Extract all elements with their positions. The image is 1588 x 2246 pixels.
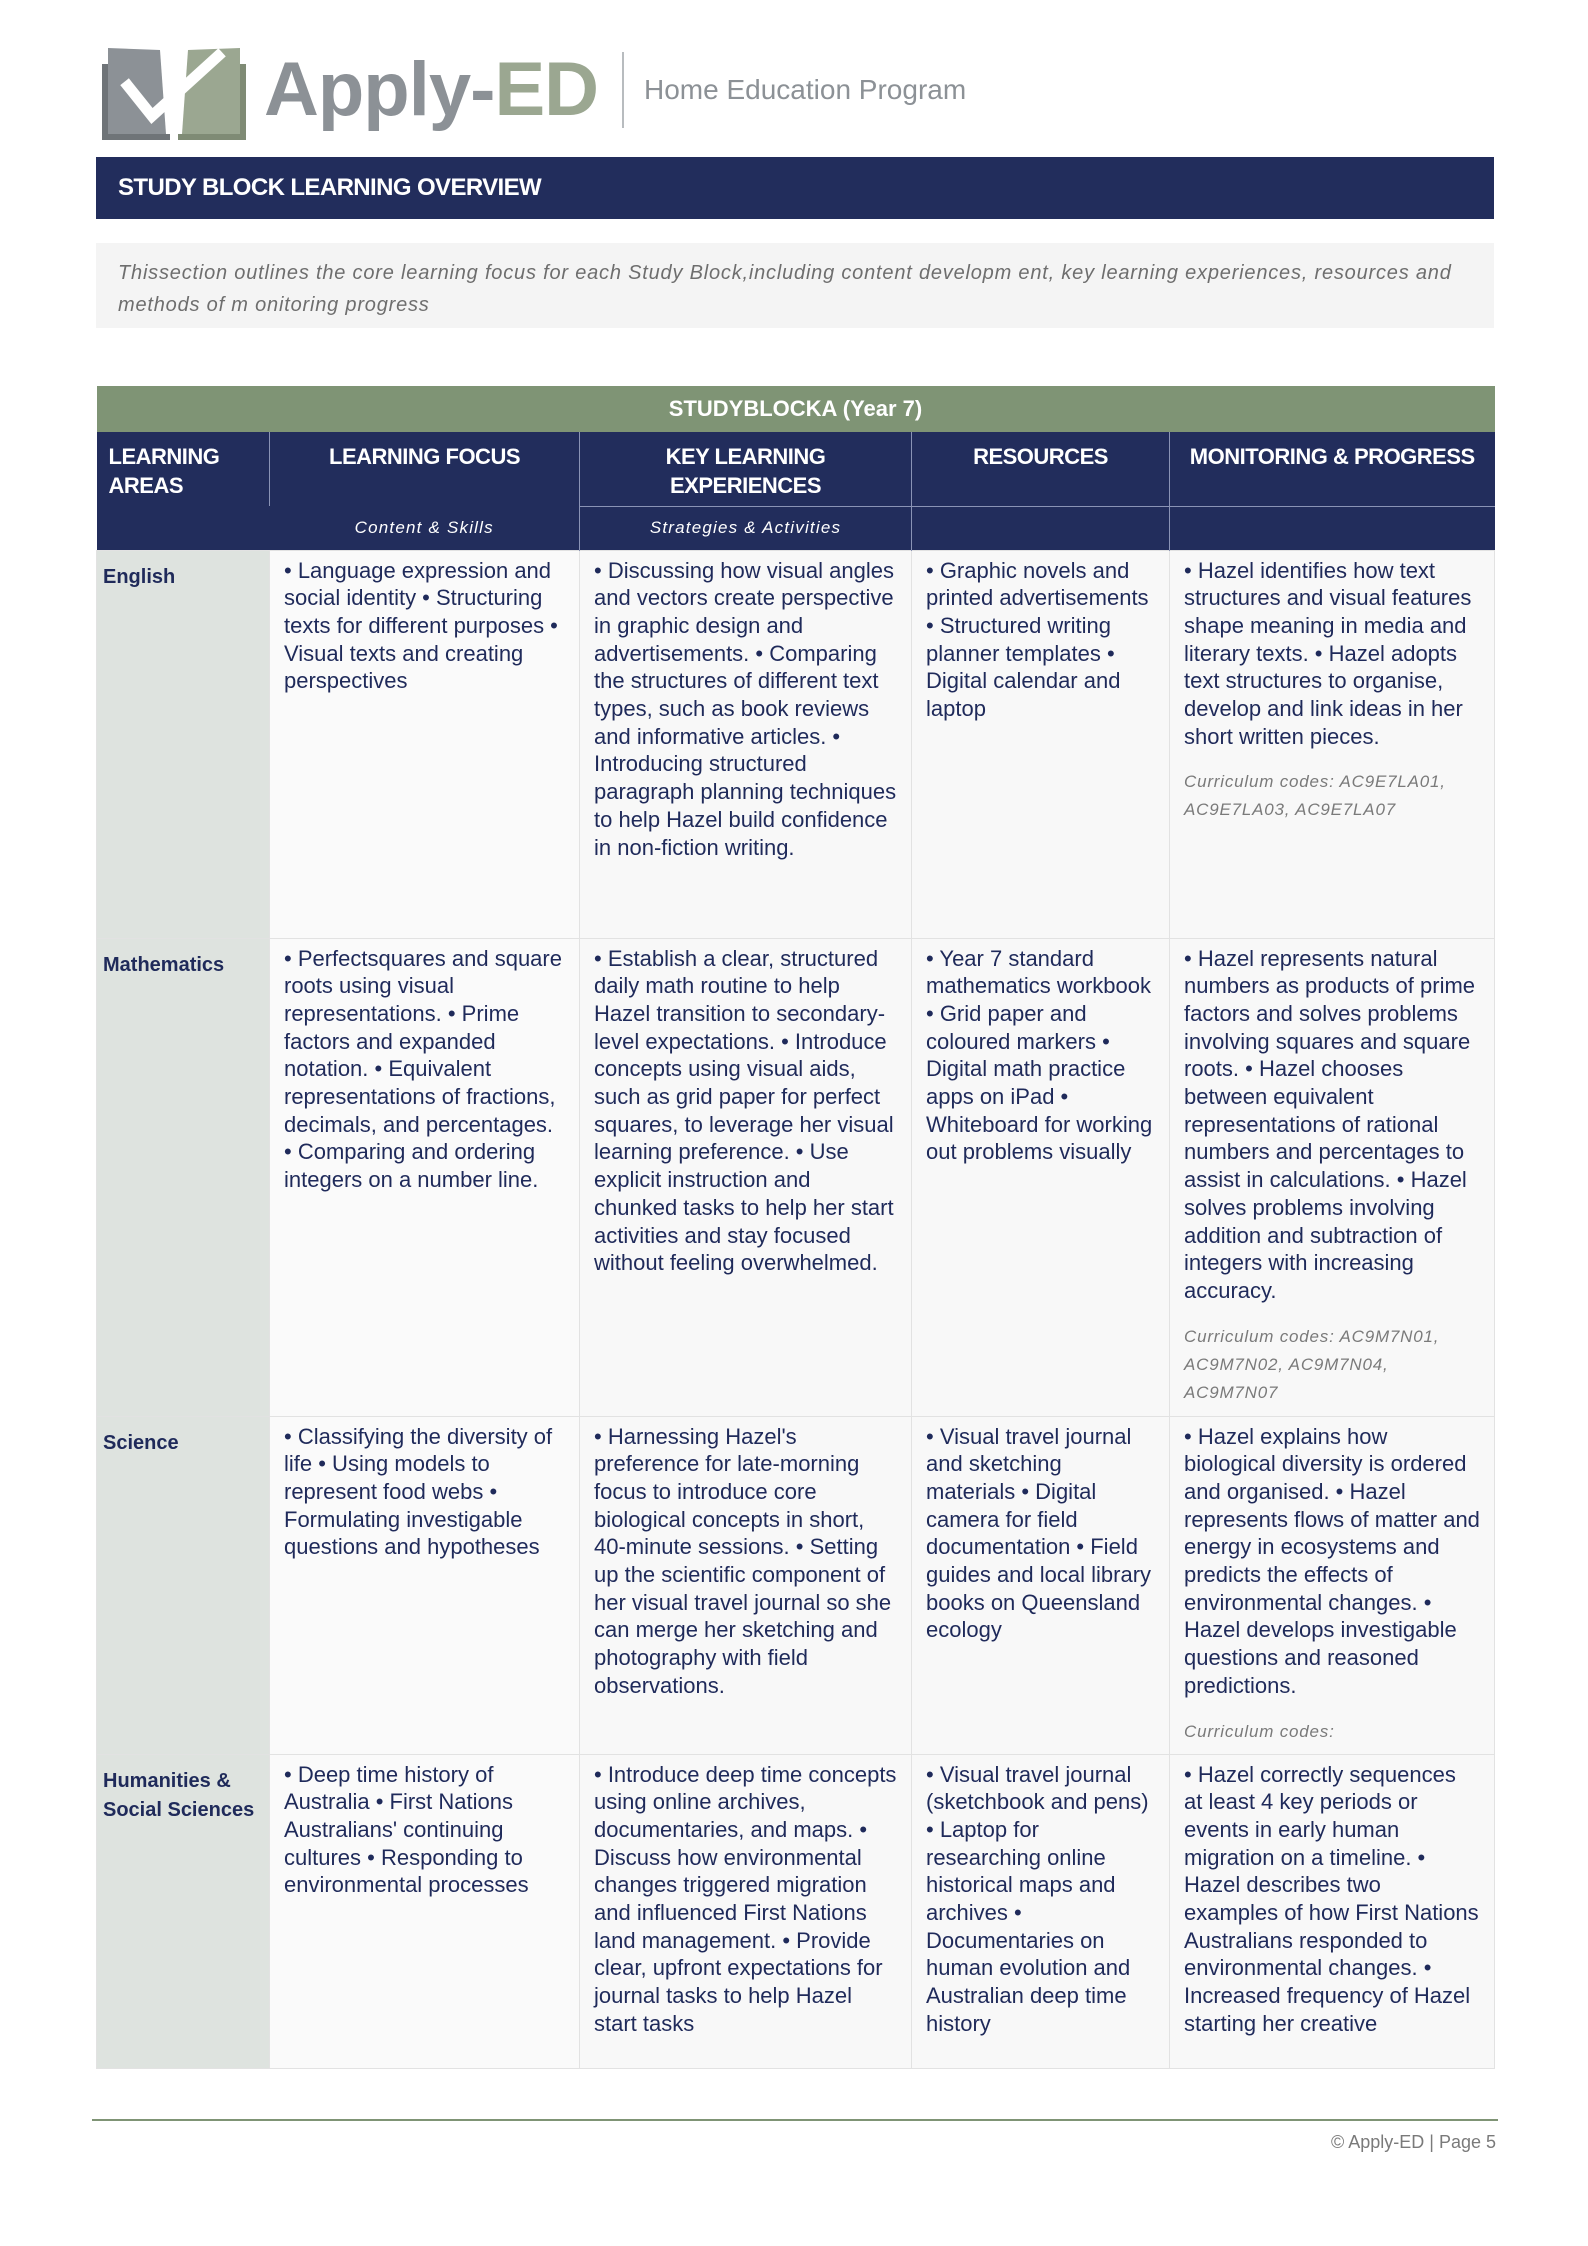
block-title: STUDYBLOCKA (Year 7) xyxy=(97,386,1495,432)
section-title: STUDY BLOCK LEARNING OVERVIEW xyxy=(96,157,1494,219)
curriculum-codes: Curriculum codes: AC9M7N01, AC9M7N02, AC9M7N04, AC9M7N07 xyxy=(1184,1326,1440,1402)
footer-divider xyxy=(92,2119,1498,2121)
subheader-strategies-activities: Strategies & Activities xyxy=(580,506,912,550)
monitoring-text: • Hazel explains how biological diversity is ordered and organised. • Hazel represents flows of matter and energy in ecosystems and predicts the effects of environmental changes. • Hazel develops investigable questions and reasoned predictions. xyxy=(1184,1423,1480,1698)
brand-name xyxy=(264,47,599,132)
subheader-resources xyxy=(912,506,1170,550)
monitoring-text: • Hazel identifies how text structures and visual features shape meaning in media and literary texts. • Hazel adopts text structures to organise, develop and link ideas in her short written pieces. xyxy=(1184,557,1472,749)
brand-divider xyxy=(622,52,624,128)
key-experiences-cell: • Establish a clear, structured daily math routine to help Hazel transition to secondary-level expectations. • Introduce concepts using visual aids, such as grid paper for perfect squares, to leverage her visual learning preference. • Use explicit instruction and chunked tasks to help her start activities and stay focused without feeling overwhelmed. xyxy=(580,938,912,1416)
header-learning-focus: LEARNING FOCUS xyxy=(270,432,580,506)
key-experiences-cell: • Introduce deep time concepts using online archives, documentaries, and maps. • Discuss how environmental changes triggered migration and influenced First Nations land management. • Provide clear, upfront expectations for journal tasks to help Hazel start tasks xyxy=(580,1754,912,2068)
header-key-learning-experiences: KEY LEARNING EXPERIENCES xyxy=(580,432,912,506)
brand-apply: Apply- xyxy=(264,47,495,132)
table-row-mathematics xyxy=(97,938,1495,1416)
key-experiences-cell: • Harnessing Hazel's preference for late-morning focus to introduce core biological concepts in short, 40-minute sessions. • Setting up the scientific component of her visual travel journal so she can merge her sketching and photography with field observations. xyxy=(580,1416,912,1754)
monitoring-cell xyxy=(1170,550,1495,938)
footer-page-info: © Apply-ED | Page 5 xyxy=(1330,2132,1496,2152)
key-experiences-cell: • Discussing how visual angles and vectors create perspective in graphic design and advertisements. • Comparing the structures of different text types, such as book reviews and informative articles. • Introducing structured paragraph planning techniques to help Hazel build confidence in non-fiction writing. xyxy=(580,550,912,938)
monitoring-cell xyxy=(1170,938,1495,1416)
monitoring-cell xyxy=(1170,1754,1495,2068)
resources-cell: • Graphic novels and printed advertisements • Structured writing planner templates • Digital calendar and laptop xyxy=(912,550,1170,938)
monitoring-text: • Hazel represents natural numbers as products of prime factors and solves problems involving squares and square roots. • Hazel chooses between equivalent representations of rational numbers and percentages to assist in calculations. • Hazel solves problems involving addition and subtraction of integers with increasing accuracy. xyxy=(1184,945,1476,1303)
open-book-check-logo-icon xyxy=(100,38,248,142)
learning-focus-cell: • Language expression and social identity • Structuring texts for different purposes • Visual texts and creating perspectives xyxy=(270,550,580,938)
curriculum-codes: Curriculum codes: AC9E7LA01, AC9E7LA03, AC9E7LA07 xyxy=(1184,772,1446,820)
curriculum-codes: Curriculum codes: xyxy=(1184,1721,1335,1741)
learning-focus-cell: • Classifying the diversity of life • Using models to represent food webs • Formulating investigable questions and hypotheses xyxy=(270,1416,580,1754)
section-intro: Thissection outlines the core learning focus for each Study Block,including content developm ent, key learning experiences, resources and methods of m onitoring progress xyxy=(96,243,1494,328)
header-resources: RESOURCES xyxy=(912,432,1170,506)
subheader-content-skills: Content & Skills xyxy=(270,506,580,550)
resources-cell: • Visual travel journal (sketchbook and pens) • Laptop for researching online historical maps and archives • Documentaries on human evolution and Australian deep time history xyxy=(912,1754,1170,2068)
learning-area-cell: Humanities & Social Sciences xyxy=(97,1754,270,2068)
table-row-english xyxy=(97,550,1495,938)
header-monitoring-progress: MONITORING & PROGRESS xyxy=(1170,432,1495,506)
brand-header xyxy=(100,38,966,142)
overview-table xyxy=(96,386,1495,2069)
subheader-monitoring xyxy=(1170,506,1495,550)
study-block-table xyxy=(96,386,1494,2069)
learning-area-cell: Mathematics xyxy=(97,938,270,1416)
monitoring-text: • Hazel correctly sequences at least 4 key periods or events in early human migration on a timeline. • Hazel describes two examples of how First Nations Australians responded to environmental changes. • Increased frequency of Hazel starting her creative xyxy=(1184,1761,1479,2036)
learning-area-cell: Science xyxy=(97,1416,270,1754)
brand-subtitle: Home Education Program xyxy=(644,74,967,105)
learning-focus-cell: • Deep time history of Australia • First Nations Australians' continuing cultures • Responding to environmental processes xyxy=(270,1754,580,2068)
table-row-humanities xyxy=(97,1754,1495,2068)
brand-ed: ED xyxy=(494,47,599,132)
resources-cell: • Visual travel journal and sketching materials • Digital camera for field documentation • Field guides and local library books on Queensland ecology xyxy=(912,1416,1170,1754)
learning-focus-cell: • Perfectsquares and square roots using visual representations. • Prime factors and expanded notation. • Equivalent representations of fractions, decimals, and percentages. • Comparing and ordering integers on a number line. xyxy=(270,938,580,1416)
header-learning-areas: LEARNING AREAS xyxy=(97,432,270,550)
resources-cell: • Year 7 standard mathematics workbook • Grid paper and coloured markers • Digital math practice apps on iPad • Whiteboard for working out problems visually xyxy=(912,938,1170,1416)
table-row-science xyxy=(97,1416,1495,1754)
monitoring-cell xyxy=(1170,1416,1495,1754)
learning-area-cell: English xyxy=(97,550,270,938)
